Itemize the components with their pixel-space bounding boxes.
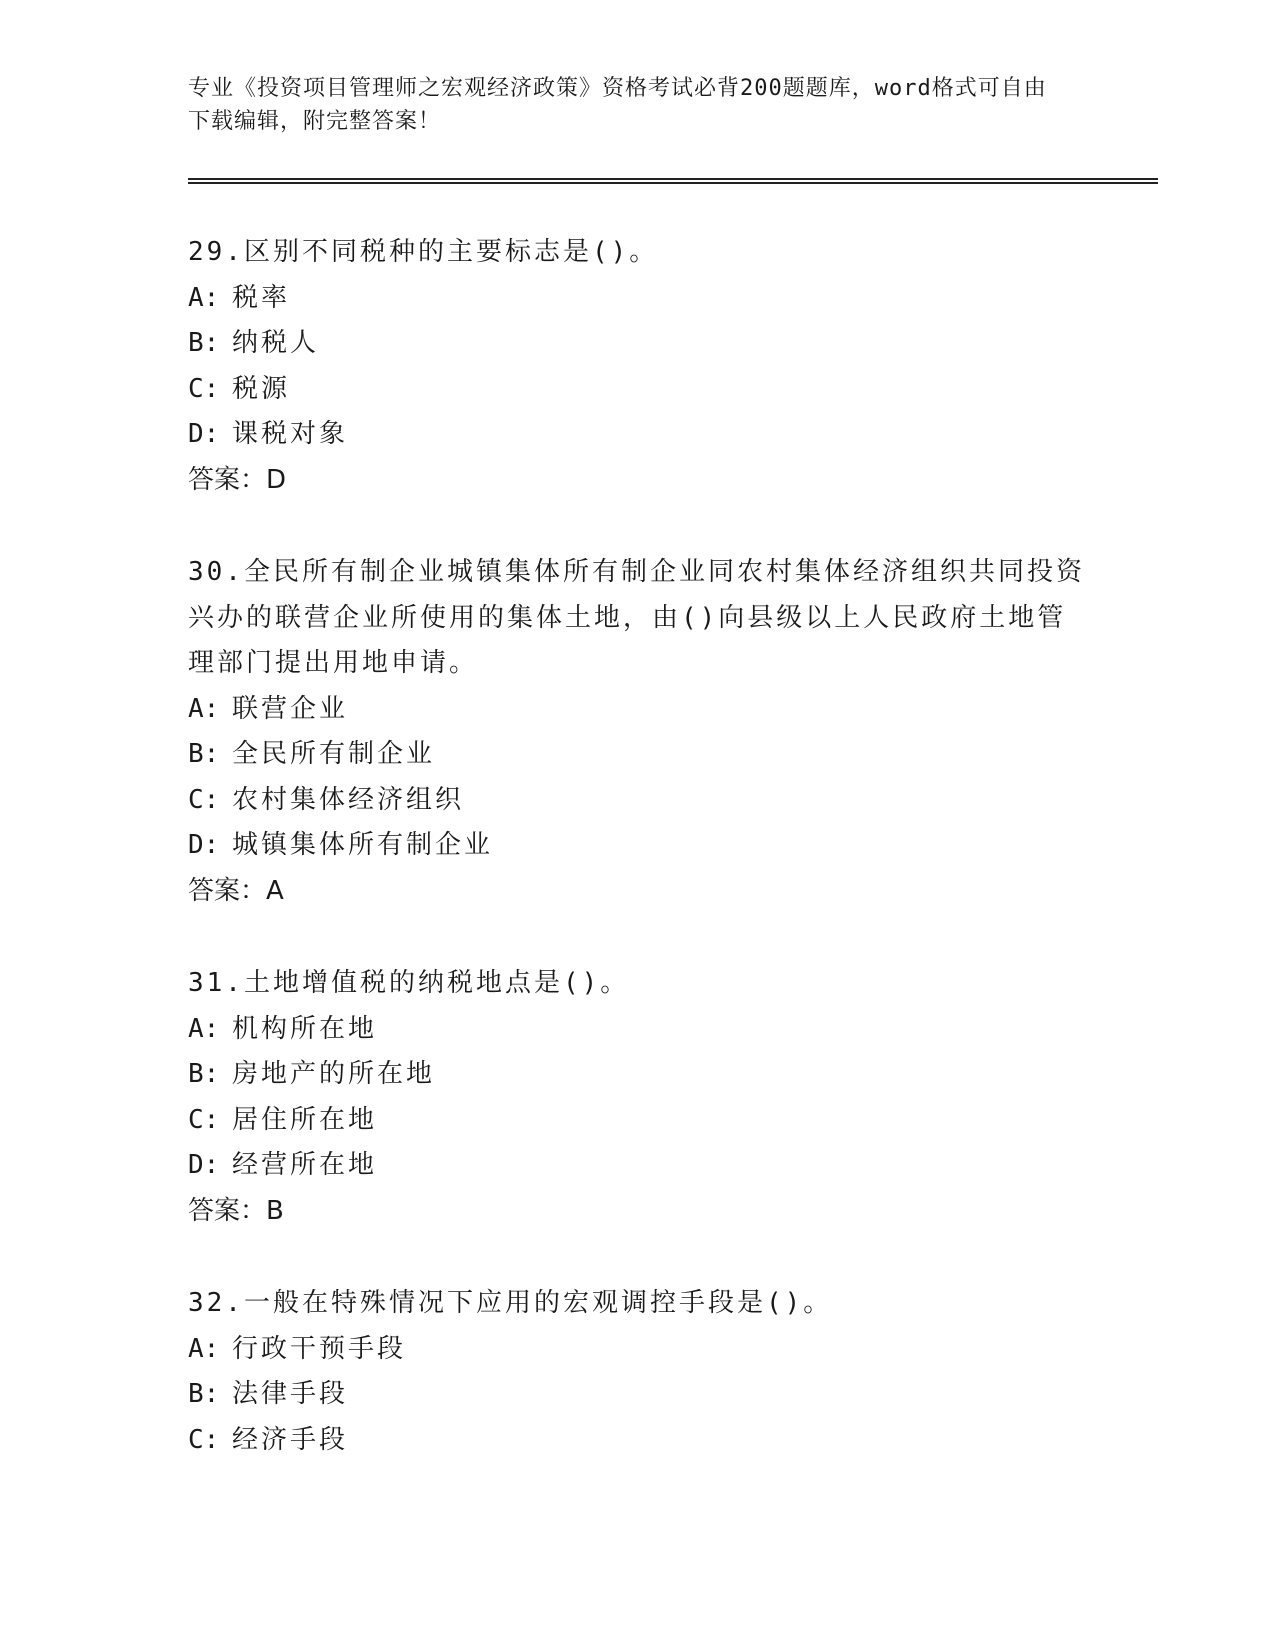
option-text: 联营企业 (232, 693, 349, 724)
header-divider (188, 178, 1158, 184)
document-header: 专业《投资项目管理师之宏观经济政策》资格考试必背200题题库，word格式可自由下载编辑，附完整答案！ (188, 76, 1047, 134)
option-b (188, 732, 1088, 778)
answer-line: 答案：A (188, 875, 284, 906)
answer-line: 答案：B (188, 1195, 284, 1226)
option-d (188, 823, 1088, 869)
option-letter: B: (188, 1379, 220, 1409)
question-32 (188, 1281, 1088, 1463)
option-c (188, 1418, 1088, 1464)
option-letter: D: (188, 419, 220, 449)
question-list (188, 230, 1088, 1510)
option-text: 全民所有制企业 (232, 739, 436, 769)
option-a (188, 276, 1088, 322)
option-letter: B: (188, 739, 220, 769)
option-letter: C: (188, 1104, 220, 1135)
option-text: 税率 (232, 282, 291, 313)
question-stem: 30.全民所有制企业城镇集体所有制企业同农村集体经济组织共同投资兴办的联营企业所使用的集体土地，由()向县级以上人民政府土地管理部门提出用地申请。 (188, 557, 1085, 678)
option-c (188, 367, 1088, 413)
option-text: 居住所在地 (232, 1104, 378, 1135)
option-text: 纳税人 (232, 328, 320, 358)
option-text: 经济手段 (232, 1424, 349, 1455)
option-letter: A: (188, 1333, 220, 1364)
option-text: 房地产的所在地 (232, 1059, 436, 1089)
option-letter: C: (188, 1424, 220, 1455)
option-b (188, 321, 1088, 367)
question-31 (188, 961, 1088, 1234)
option-letter: A: (188, 693, 220, 724)
option-letter: C: (188, 784, 220, 815)
option-d (188, 1143, 1088, 1189)
question-29 (188, 230, 1088, 503)
option-a (188, 1007, 1088, 1053)
option-d (188, 412, 1088, 458)
option-text: 经营所在地 (232, 1150, 378, 1180)
option-b (188, 1372, 1088, 1418)
option-text: 城镇集体所有制企业 (232, 830, 494, 860)
question-stem: 29.区别不同税种的主要标志是()。 (188, 237, 659, 267)
option-letter: D: (188, 830, 220, 860)
option-letter: D: (188, 1150, 220, 1180)
option-text: 税源 (232, 373, 291, 404)
option-a (188, 687, 1088, 733)
option-b (188, 1052, 1088, 1098)
option-text: 机构所在地 (232, 1013, 378, 1044)
option-text: 农村集体经济组织 (232, 784, 465, 815)
option-letter: B: (188, 1059, 220, 1089)
option-text: 法律手段 (232, 1379, 349, 1409)
option-letter: B: (188, 328, 220, 358)
option-text: 课税对象 (232, 419, 349, 449)
question-30 (188, 550, 1088, 914)
question-stem: 31.土地增值税的纳税地点是()。 (188, 968, 630, 998)
option-letter: A: (188, 282, 220, 313)
option-letter: C: (188, 373, 220, 404)
option-letter: A: (188, 1013, 220, 1044)
question-stem: 32.一般在特殊情况下应用的宏观调控手段是()。 (188, 1288, 833, 1318)
option-c (188, 778, 1088, 824)
option-text: 行政干预手段 (232, 1333, 407, 1364)
option-a (188, 1327, 1088, 1373)
answer-line: 答案：D (188, 464, 287, 495)
option-c (188, 1098, 1088, 1144)
